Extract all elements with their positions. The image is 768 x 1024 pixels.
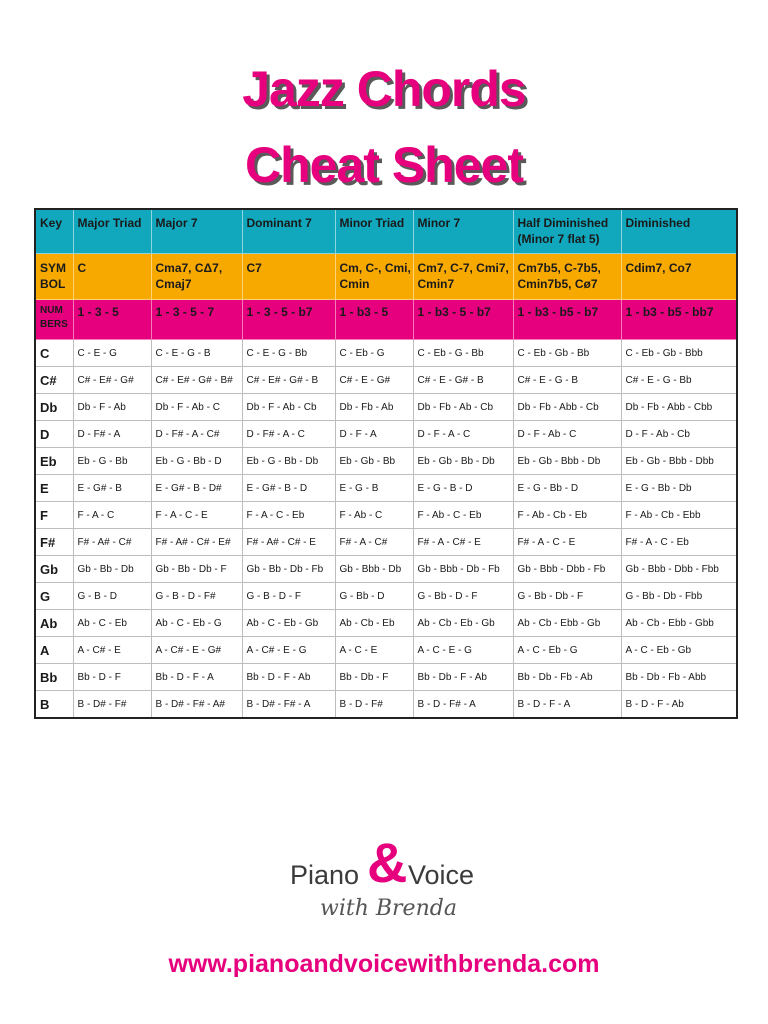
key-cell: Bb: [35, 664, 73, 691]
chord-cell: C# - E# - G# - B#: [151, 367, 242, 394]
chord-cell: G - Bb - Db - F: [513, 583, 621, 610]
chord-cell: B - D# - F# - A#: [151, 691, 242, 719]
chord-cell: F - Ab - C - Eb: [413, 502, 513, 529]
table-row: [35, 502, 737, 529]
header-row: [35, 209, 737, 254]
chord-cell: G - B - D - F#: [151, 583, 242, 610]
header-cell: Key: [35, 209, 73, 254]
table-row: [35, 664, 737, 691]
symbol-cell: Cma7, CΔ7, Cmaj7: [151, 254, 242, 300]
chord-cell: Db - F - Ab - C: [151, 394, 242, 421]
chord-cell: F# - A# - C# - E: [242, 529, 335, 556]
piano-voice-logo: [290, 830, 490, 930]
chord-table: [34, 208, 738, 719]
table-row: [35, 556, 737, 583]
chord-cell: A - C# - E - G: [242, 637, 335, 664]
chord-cell: Bb - D - F: [73, 664, 151, 691]
website-url[interactable]: www.pianoandvoicewithbrenda.com: [168, 950, 600, 978]
key-cell: Eb: [35, 448, 73, 475]
chord-cell: Eb - Gb - Bb: [335, 448, 413, 475]
chord-cell: F - A - C - E: [151, 502, 242, 529]
chord-cell: E - G - Bb - Db: [621, 475, 737, 502]
chord-cell: Ab - C - Eb - Gb: [242, 610, 335, 637]
chord-cell: Bb - Db - F - Ab: [413, 664, 513, 691]
chord-cell: A - C - E: [335, 637, 413, 664]
numbers-cell: 1 - b3 - 5 - b7: [413, 300, 513, 340]
key-cell: G: [35, 583, 73, 610]
chord-cell: F# - A - C# - E: [413, 529, 513, 556]
header-cell: Dominant 7: [242, 209, 335, 254]
chord-cell: Db - Fb - Ab - Cb: [413, 394, 513, 421]
key-cell: F: [35, 502, 73, 529]
chord-cell: G - Bb - Db - Fbb: [621, 583, 737, 610]
chord-cell: G - B - D: [73, 583, 151, 610]
chord-cell: F - A - C: [73, 502, 151, 529]
chord-cell: Db - Fb - Abb - Cb: [513, 394, 621, 421]
chord-cell: Ab - C - Eb: [73, 610, 151, 637]
chord-cell: F - A - C - Eb: [242, 502, 335, 529]
header-cell: Major 7: [151, 209, 242, 254]
symbol-cell: Cm, C-, Cmi, Cmin: [335, 254, 413, 300]
table-row: [35, 340, 737, 367]
table-row: [35, 475, 737, 502]
chord-cell: B - D# - F# - A: [242, 691, 335, 719]
logo-voice-text: Voice: [408, 860, 475, 890]
table-row: [35, 529, 737, 556]
chord-cell: Ab - Cb - Ebb - Gb: [513, 610, 621, 637]
title-line-1: Jazz Chords: [242, 61, 526, 117]
symbol-cell: Cm7b5, C-7b5, Cmin7b5, Cø7: [513, 254, 621, 300]
chord-cell: Bb - D - F - A: [151, 664, 242, 691]
chord-cell: A - C# - E - G#: [151, 637, 242, 664]
numbers-cell: 1 - b3 - b5 - bb7: [621, 300, 737, 340]
symbol-cell: C7: [242, 254, 335, 300]
chord-cell: C - E - G: [73, 340, 151, 367]
chord-cell: F - Ab - Cb - Ebb: [621, 502, 737, 529]
chord-cell: Db - F - Ab - Cb: [242, 394, 335, 421]
numbers-cell: 1 - 3 - 5 - b7: [242, 300, 335, 340]
key-cell: C: [35, 340, 73, 367]
chord-cell: A - C# - E: [73, 637, 151, 664]
chord-cell: C - Eb - Gb - Bb: [513, 340, 621, 367]
key-cell: B: [35, 691, 73, 719]
key-cell: D: [35, 421, 73, 448]
numbers-row: [35, 300, 737, 340]
chord-cell: F - Ab - C: [335, 502, 413, 529]
table-row: [35, 637, 737, 664]
chord-cell: B - D - F#: [335, 691, 413, 719]
chord-cell: Db - Fb - Ab: [335, 394, 413, 421]
chord-cell: Gb - Bb - Db - F: [151, 556, 242, 583]
chord-cell: C# - E - G# - B: [413, 367, 513, 394]
chord-cell: Eb - Gb - Bbb - Dbb: [621, 448, 737, 475]
chord-cell: E - G# - B: [73, 475, 151, 502]
table-row: [35, 691, 737, 719]
key-cell: Ab: [35, 610, 73, 637]
chord-cell: C - Eb - G - Bb: [413, 340, 513, 367]
chord-cell: E - G - B: [335, 475, 413, 502]
chord-cell: F - Ab - Cb - Eb: [513, 502, 621, 529]
chord-cell: A - C - Eb - G: [513, 637, 621, 664]
chord-cell: Eb - G - Bb - D: [151, 448, 242, 475]
chord-cell: F# - A - C#: [335, 529, 413, 556]
header-cell: Diminished: [621, 209, 737, 254]
logo-ampersand: &: [367, 831, 408, 894]
chord-cell: F# - A# - C# - E#: [151, 529, 242, 556]
chord-cell: C# - E - G#: [335, 367, 413, 394]
chord-cell: C - Eb - G: [335, 340, 413, 367]
symbol-cell: SYM BOL: [35, 254, 73, 300]
chord-cell: C - E - G - Bb: [242, 340, 335, 367]
symbol-cell: Cm7, C-7, Cmi7, Cmin7: [413, 254, 513, 300]
chord-cell: G - Bb - D - F: [413, 583, 513, 610]
logo-tagline: with Brenda: [320, 896, 457, 921]
chord-cell: F# - A - C - E: [513, 529, 621, 556]
header-cell: Major Triad: [73, 209, 151, 254]
chord-cell: Gb - Bbb - Dbb - Fb: [513, 556, 621, 583]
symbol-cell: Cdim7, Co7: [621, 254, 737, 300]
numbers-cell: 1 - b3 - b5 - b7: [513, 300, 621, 340]
chord-cell: B - D - F - Ab: [621, 691, 737, 719]
chord-cell: Eb - Gb - Bbb - Db: [513, 448, 621, 475]
header-cell: Minor Triad: [335, 209, 413, 254]
chord-cell: Ab - C - Eb - G: [151, 610, 242, 637]
chord-cell: Ab - Cb - Eb - Gb: [413, 610, 513, 637]
table-row: [35, 394, 737, 421]
chord-cell: Gb - Bb - Db: [73, 556, 151, 583]
chord-cell: D - F - Ab - Cb: [621, 421, 737, 448]
chord-cell: Gb - Bbb - Dbb - Fbb: [621, 556, 737, 583]
chord-cell: E - G# - B - D#: [151, 475, 242, 502]
chord-cell: E - G# - B - D: [242, 475, 335, 502]
chord-cell: D - F - A - C: [413, 421, 513, 448]
header-cell: Half Diminished (Minor 7 flat 5): [513, 209, 621, 254]
chord-cell: D - F# - A: [73, 421, 151, 448]
chord-cell: A - C - E - G: [413, 637, 513, 664]
chord-cell: Bb - Db - F: [335, 664, 413, 691]
title-line-2: Cheat Sheet: [245, 137, 523, 193]
chord-cell: Db - F - Ab: [73, 394, 151, 421]
key-cell: F#: [35, 529, 73, 556]
chord-cell: F# - A - C - Eb: [621, 529, 737, 556]
table-row: [35, 610, 737, 637]
chord-cell: B - D - F# - A: [413, 691, 513, 719]
chord-cell: B - D - F - A: [513, 691, 621, 719]
table-row: [35, 448, 737, 475]
table-row: [35, 421, 737, 448]
table-row: [35, 583, 737, 610]
chord-cell: C - Eb - Gb - Bbb: [621, 340, 737, 367]
key-cell: A: [35, 637, 73, 664]
chord-cell: C# - E - G - Bb: [621, 367, 737, 394]
table-row: [35, 367, 737, 394]
chord-cell: B - D# - F#: [73, 691, 151, 719]
header-cell: Minor 7: [413, 209, 513, 254]
chord-cell: Bb - D - F - Ab: [242, 664, 335, 691]
chord-cell: Gb - Bbb - Db: [335, 556, 413, 583]
chord-cell: Bb - Db - Fb - Ab: [513, 664, 621, 691]
chord-cell: Eb - Gb - Bb - Db: [413, 448, 513, 475]
symbol-row: [35, 254, 737, 300]
chord-cell: Eb - G - Bb: [73, 448, 151, 475]
chord-cell: Bb - Db - Fb - Abb: [621, 664, 737, 691]
chord-cell: C# - E# - G#: [73, 367, 151, 394]
chord-cell: Gb - Bb - Db - Fb: [242, 556, 335, 583]
chord-cell: C - E - G - B: [151, 340, 242, 367]
logo-piano-text: Piano: [290, 860, 360, 890]
chord-cell: D - F# - A - C#: [151, 421, 242, 448]
chord-cell: Db - Fb - Abb - Cbb: [621, 394, 737, 421]
chord-cell: Ab - Cb - Ebb - Gbb: [621, 610, 737, 637]
chord-cell: Eb - G - Bb - Db: [242, 448, 335, 475]
key-cell: Gb: [35, 556, 73, 583]
chord-cell: D - F - Ab - C: [513, 421, 621, 448]
chord-cell: C# - E# - G# - B: [242, 367, 335, 394]
chord-cell: G - Bb - D: [335, 583, 413, 610]
chord-cell: Gb - Bbb - Db - Fb: [413, 556, 513, 583]
chord-cell: C# - E - G - B: [513, 367, 621, 394]
key-cell: C#: [35, 367, 73, 394]
chord-table-body: [35, 209, 737, 718]
chord-cell: Ab - Cb - Eb: [335, 610, 413, 637]
numbers-cell: 1 - 3 - 5: [73, 300, 151, 340]
key-cell: E: [35, 475, 73, 502]
numbers-cell: NUM BERS: [35, 300, 73, 340]
numbers-cell: 1 - 3 - 5 - 7: [151, 300, 242, 340]
chord-cell: D - F# - A - C: [242, 421, 335, 448]
chord-cell: E - G - B - D: [413, 475, 513, 502]
symbol-cell: C: [73, 254, 151, 300]
chord-cell: F# - A# - C#: [73, 529, 151, 556]
chord-cell: D - F - A: [335, 421, 413, 448]
key-cell: Db: [35, 394, 73, 421]
chord-cell: G - B - D - F: [242, 583, 335, 610]
chord-cell: A - C - Eb - Gb: [621, 637, 737, 664]
chord-cell: E - G - Bb - D: [513, 475, 621, 502]
numbers-cell: 1 - b3 - 5: [335, 300, 413, 340]
